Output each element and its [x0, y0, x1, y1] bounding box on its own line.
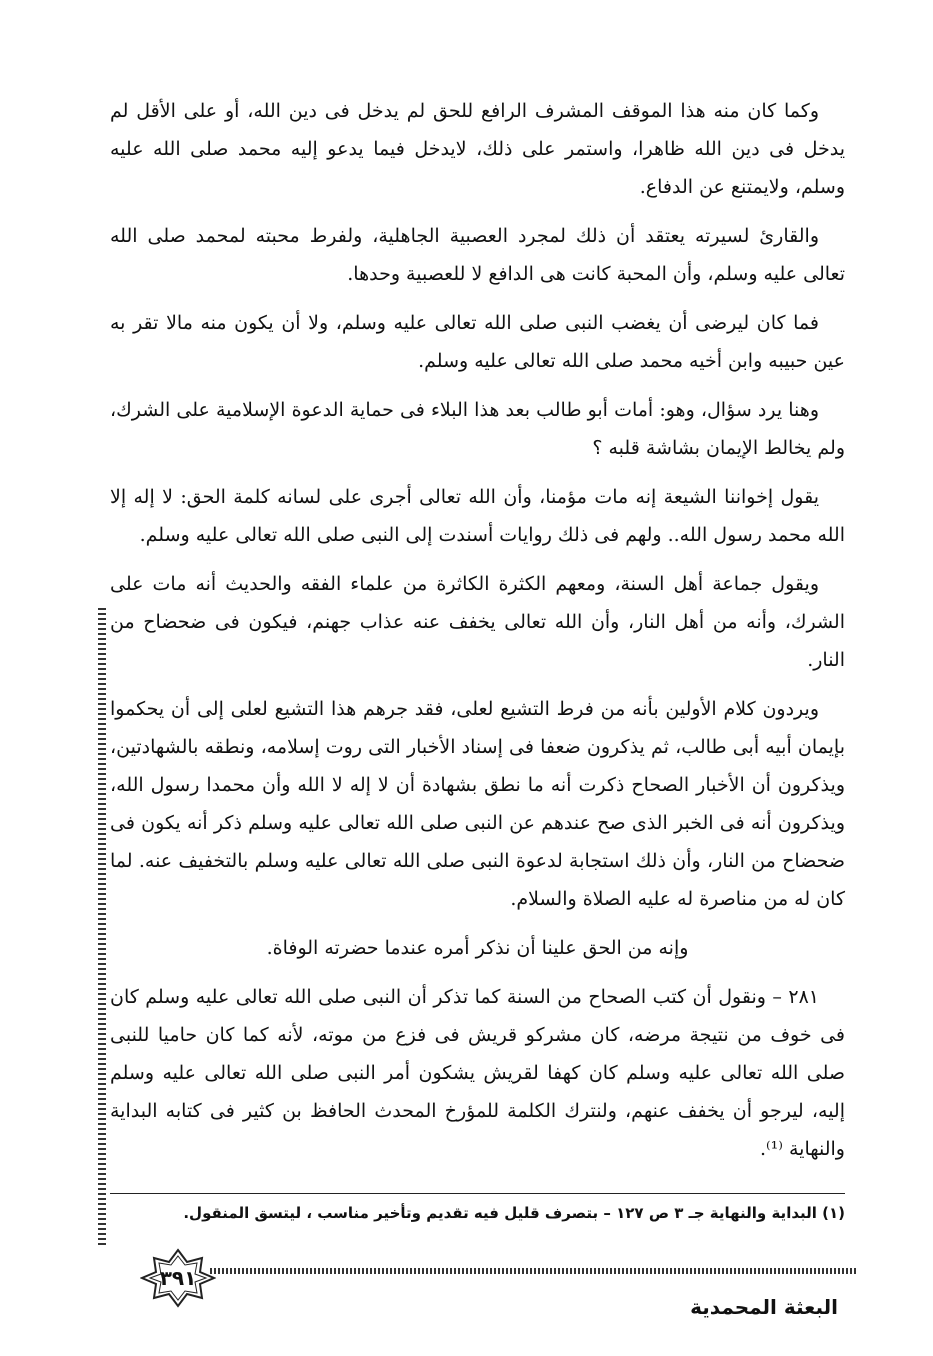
paragraph: فما كان ليرضى أن يغضب النبى صلى الله تعالى عليه وسلم، ولا أن يكون منه مالا تقر به عين حبيبه وابن أخيه محمد صلى الله تعالى عليه وسلم.: [110, 312, 845, 372]
running-title: البعثة المحمدية: [690, 1295, 838, 1319]
paragraph: ويردون كلام الأولين بأنه من فرط التشيع لعلى، فقد جرهم هذا التشيع لعلى إلى أن يحكموا بإيمان أبيه أبى طالب، ثم يذكرون ضعفا فى إسناد الأخبار التى روت إسلامه، ونطقه بالشهادتين، ويذكرون أن الأخبار الصحاح ذكرت أنه ما نطق بشهادة أن لا إله لا الله وأن محمدا رسول الله، ويذكرون أنه فى الخبر الذى صح عندهم عن النبى صلى الله تعالى عليه وسلم ذكر أنه يكون فى ضحضاح من النار، وأن ذلك استجابة لدعوة النبى صلى الله تعالى عليه وسلم بالتخفيف عنه. لما كان له من مناصرة له عليه الصلاة والسلام.: [110, 698, 845, 910]
margin-dotted-border: [98, 608, 106, 1248]
paragraph: ٢٨١ – ونقول أن كتب الصحاح من السنة كما تذكر أن النبى صلى الله تعالى عليه وسلم كان فى خوف من نتيجة مرضه، كان مشركو قريش فى فزع من موته، لأنه كما كان حاميا للنبى صلى الله تعالى عليه وسلم كان كهفا لقريش يشكون أمر النبى صلى الله تعالى عليه وسلم إليه، ليرجو أن يخفف عنهم، ولنترك الكلمة للمؤرخ المحدث الحافظ بن كثير فى كتابه البداية والنهاية ⁽¹⁾.: [110, 986, 845, 1160]
paragraph: ويقول جماعة أهل السنة، ومعهم الكثرة الكاثرة من علماء الفقه والحديث أنه مات على الشرك، وأنه من أهل النار، وأن الله تعالى يخفف عنه عذاب جهنم، فيكون فى ضحضاح من النار.: [110, 573, 845, 671]
paragraph: وهنا يرد سؤال، وهو: أمات أبو طالب بعد هذا البلاء فى حماية الدعوة الإسلامية على الشرك، ولم يخالط الإيمان بشاشة قلبه ؟: [110, 399, 845, 459]
page-number-badge: [140, 1248, 216, 1308]
paragraph: يقول إخواننا الشيعة إنه مات مؤمنا، وأن الله تعالى أجرى على لسانه كلمة الحق: لا إله إلا الله محمد رسول الله.. ولهم فى ذلك روايات أسندت إلى النبى صلى الله تعالى عليه وسلم.: [110, 486, 845, 546]
body-text: [110, 92, 845, 1179]
paragraph: والقارئ لسيرته يعتقد أن ذلك لمجرد العصبية الجاهلية، ولفرط محبته لمحمد صلى الله تعالى عليه وسلم، وأن المحبة كانت هى الدافع لا للعصبية وحدها.: [110, 225, 845, 285]
paragraph: وإنه من الحق علينا أن نذكر أمره عندما حضرته الوفاة.: [266, 937, 689, 959]
footnote-divider: [110, 1193, 845, 1194]
footer-dotted-line: [210, 1268, 858, 1274]
paragraph: وكما كان منه هذا الموقف المشرف الرافع للحق لم يدخل فى دين الله، أو على الأقل لم يدخل فى دين الله ظاهرا، واستمر على ذلك، لايدخل فيما يدعو إليه محمد صلى الله عليه وسلم، ولايمتنع عن الدفاع.: [110, 100, 845, 198]
footnote: (١) البداية والنهاية جـ ٣ ص ١٢٧ – بتصرف قليل فيه تقديم وتأخير مناسب ، ليتسق المنقول.: [183, 1204, 845, 1222]
page-number: ٣٩١: [159, 1266, 197, 1290]
